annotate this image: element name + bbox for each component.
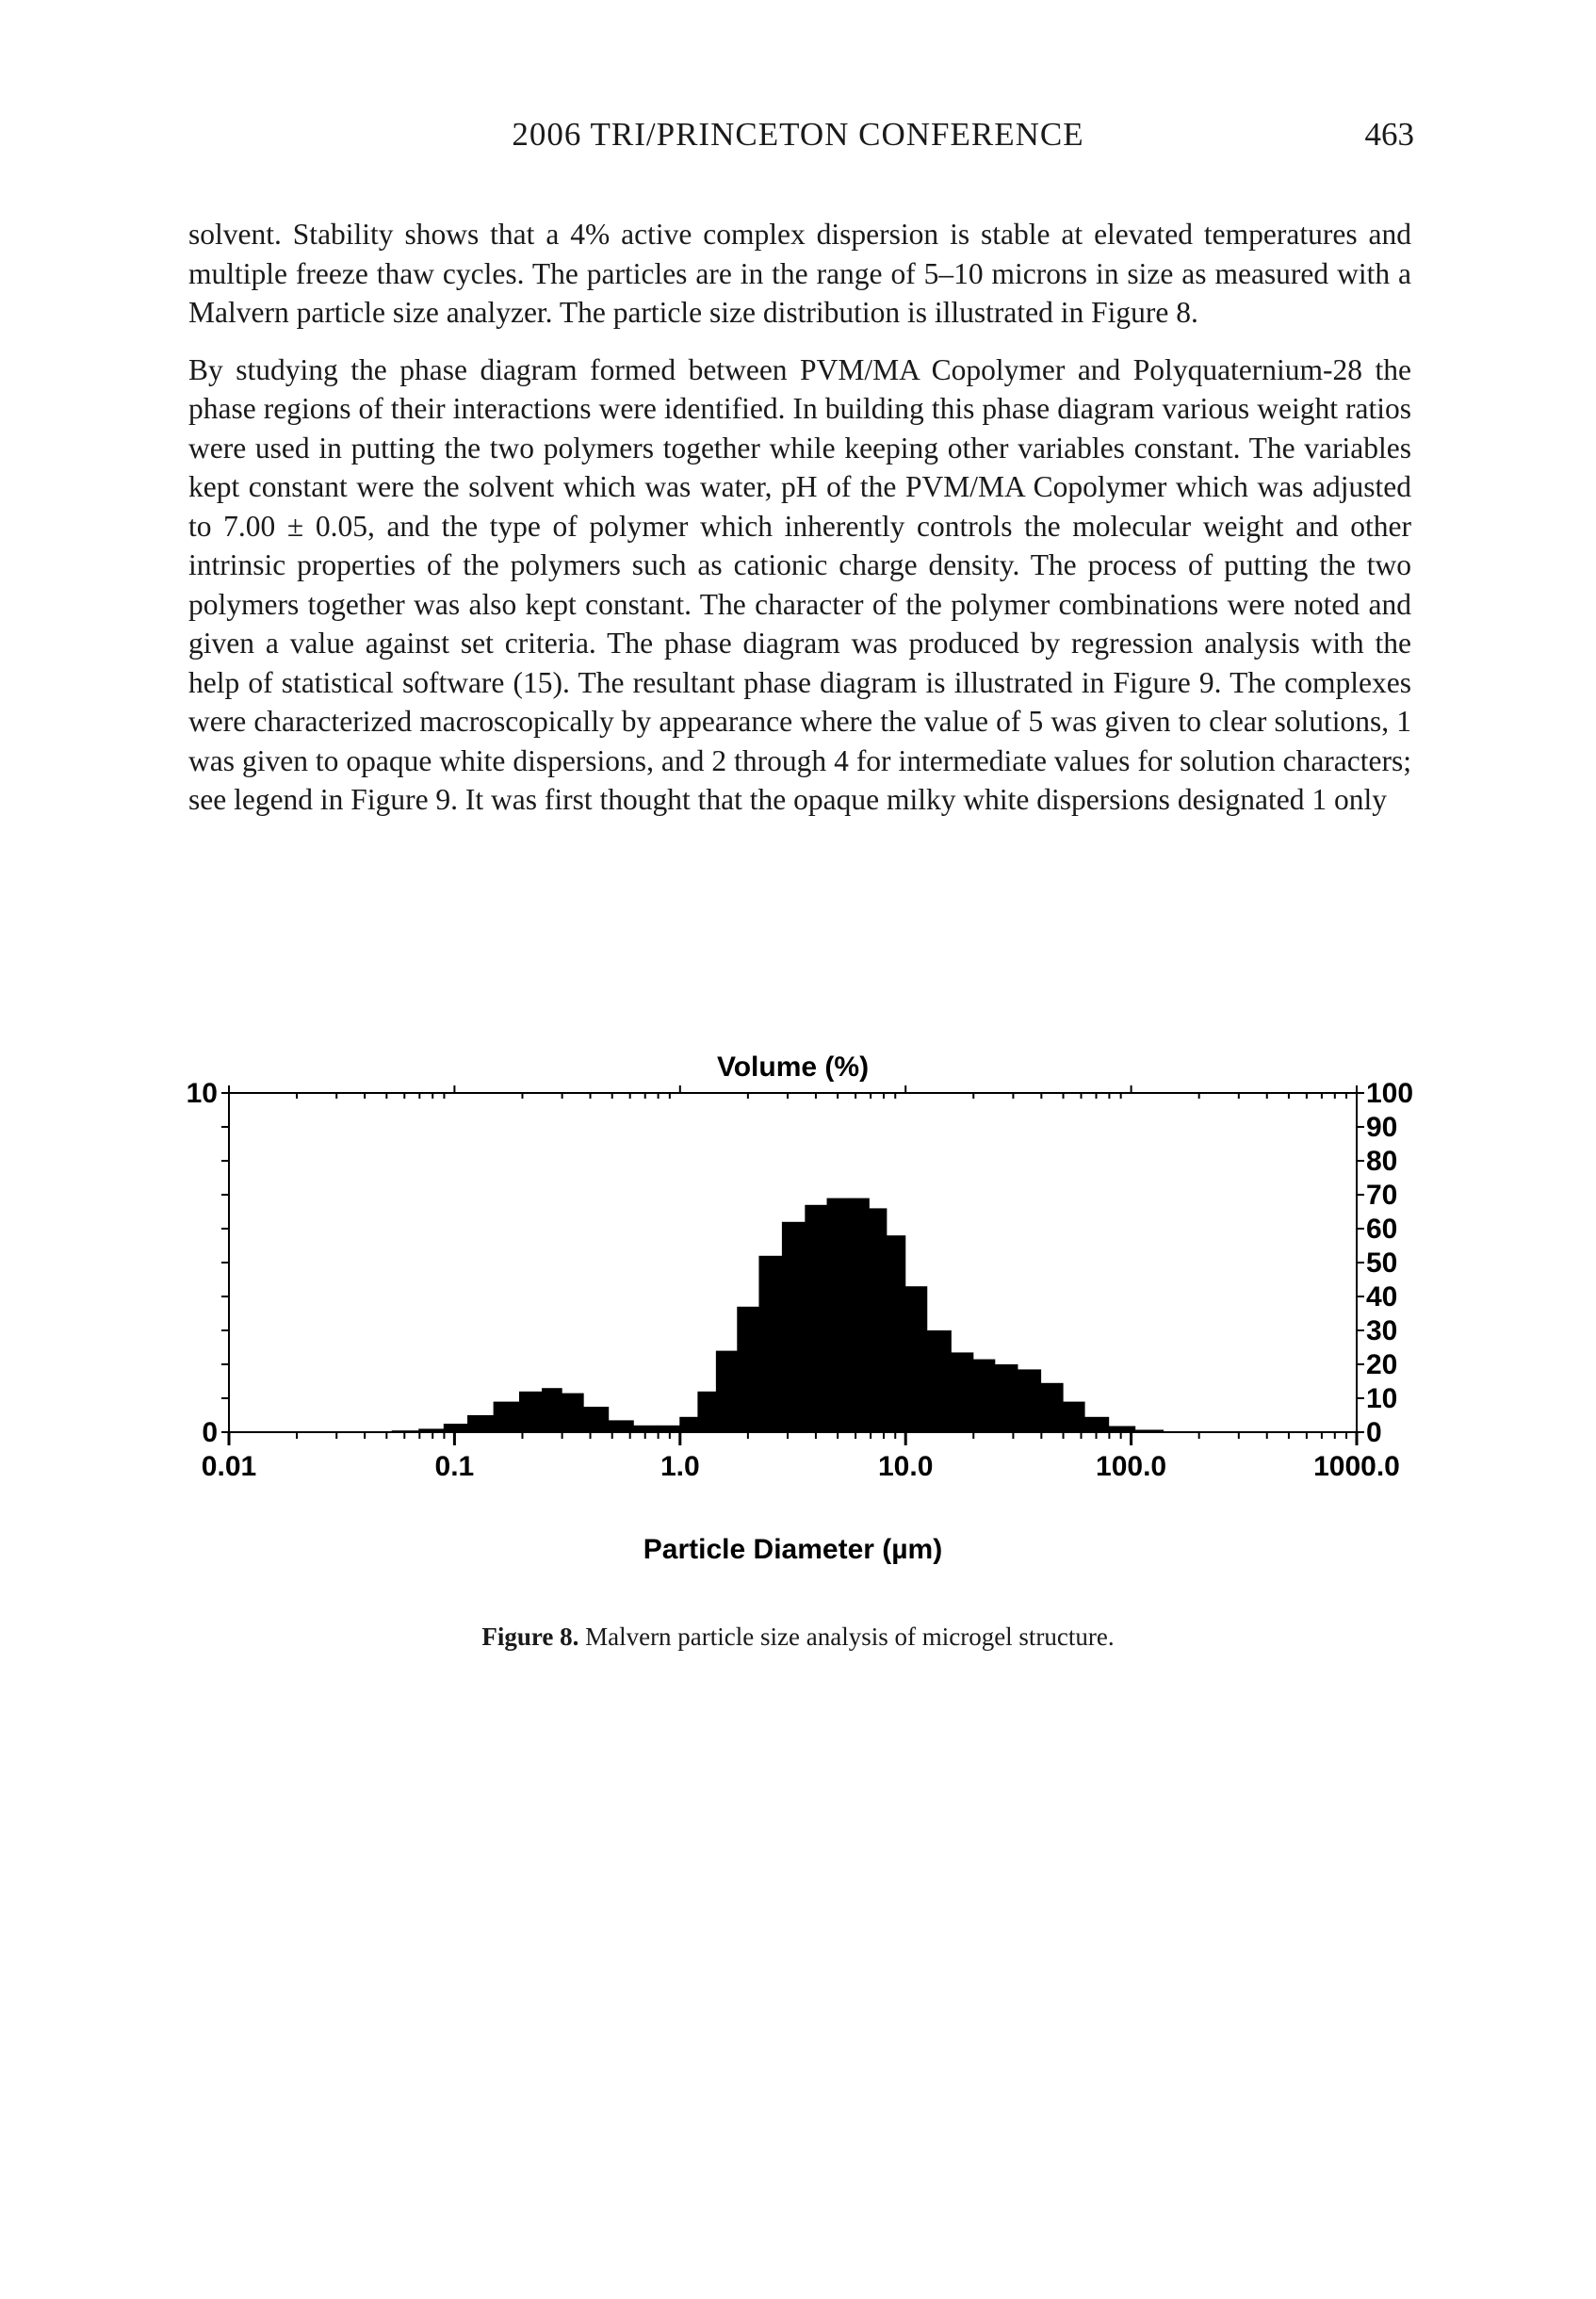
right-axis-tick-label: 50 bbox=[1366, 1247, 1398, 1279]
x-tick-label: 1000.0 bbox=[1313, 1451, 1400, 1482]
page-number: 463 bbox=[1364, 116, 1414, 153]
histogram-bar bbox=[805, 1205, 827, 1432]
right-axis-tick-label: 80 bbox=[1366, 1146, 1398, 1177]
histogram-bar bbox=[658, 1426, 680, 1432]
right-axis-tick-label: 90 bbox=[1366, 1112, 1398, 1143]
histogram-bar bbox=[519, 1392, 543, 1432]
histogram-bar bbox=[467, 1415, 494, 1432]
running-head: 2006 TRI/PRINCETON CONFERENCE bbox=[512, 116, 1084, 153]
histogram-bar bbox=[1084, 1417, 1109, 1432]
right-axis-tick-label: 10 bbox=[1366, 1383, 1398, 1414]
histogram-bar bbox=[494, 1402, 520, 1432]
histogram-bar bbox=[583, 1407, 609, 1432]
histogram-bar bbox=[609, 1420, 634, 1432]
histogram-bar bbox=[887, 1235, 906, 1432]
left-axis-tick-label: 0 bbox=[202, 1417, 218, 1448]
histogram-bar bbox=[849, 1198, 870, 1432]
histogram-bar bbox=[869, 1208, 887, 1432]
figure-caption bbox=[0, 1622, 1596, 1652]
histogram-bar bbox=[1041, 1383, 1064, 1432]
histogram-bar bbox=[697, 1392, 716, 1432]
histogram-bar bbox=[995, 1364, 1018, 1432]
histogram-bar bbox=[905, 1286, 928, 1432]
histogram-bar bbox=[716, 1351, 738, 1432]
histogram-bar bbox=[737, 1307, 759, 1432]
particle-size-chart bbox=[0, 989, 1596, 1649]
histogram-bar bbox=[444, 1424, 468, 1432]
histogram-bar bbox=[562, 1394, 584, 1432]
page-header bbox=[0, 116, 1596, 163]
histogram-bar bbox=[951, 1352, 973, 1432]
histogram-bar bbox=[679, 1417, 698, 1432]
histogram-bar bbox=[1063, 1402, 1085, 1432]
histogram-bar bbox=[827, 1198, 850, 1432]
histogram-bar bbox=[633, 1426, 658, 1432]
histogram-bar bbox=[927, 1330, 952, 1432]
x-tick-label: 1.0 bbox=[660, 1451, 700, 1482]
figure-8 bbox=[0, 989, 1596, 1649]
right-axis-tick-label: 20 bbox=[1366, 1349, 1398, 1380]
caption-label: Figure 8. bbox=[481, 1622, 579, 1651]
histogram-bar bbox=[782, 1222, 806, 1432]
body-text bbox=[188, 215, 1411, 838]
right-axis-tick-label: 40 bbox=[1366, 1281, 1398, 1313]
x-tick-label: 100.0 bbox=[1096, 1451, 1167, 1482]
paragraph-1: solvent. Stability shows that a 4% active complex dispersion is stable at elevated temperatures and multiple freeze thaw cycles. The particles are in the range of 5–10 microns in size as measured with a Malvern particle size analyzer. The particle size distribution is illustrated in Figure 8. bbox=[188, 218, 1411, 329]
caption-text: Malvern particle size analysis of microgel structure. bbox=[585, 1622, 1115, 1651]
right-axis-tick-label: 30 bbox=[1366, 1315, 1398, 1346]
x-tick-label: 0.1 bbox=[434, 1451, 475, 1482]
right-axis-tick-label: 0 bbox=[1366, 1417, 1382, 1448]
x-tick-label: 0.01 bbox=[201, 1451, 257, 1482]
histogram-bar bbox=[758, 1256, 782, 1432]
chart-title: Volume (%) bbox=[716, 1052, 870, 1083]
histogram-bar bbox=[973, 1360, 996, 1432]
right-axis-tick-label: 100 bbox=[1366, 1078, 1414, 1109]
x-tick-label: 10.0 bbox=[878, 1451, 934, 1482]
x-axis-label: Particle Diameter (µm) bbox=[643, 1534, 943, 1565]
right-axis-tick-label: 60 bbox=[1366, 1214, 1398, 1245]
histogram-bar bbox=[542, 1388, 562, 1432]
left-axis-tick-label: 10 bbox=[186, 1078, 218, 1109]
paragraph-2: By studying the phase diagram formed between PVM/MA Copolymer and Polyquaternium-28 the phase regions of their interactions were identified. In building this phase diagram various weight ratios were used in putting the two polymers together while keeping other variables constant. The variables kept constant were the solvent which was water, pH of the PVM/MA Copolymer which was adjusted to 7.00 ± 0.05, and the type of polymer which inherently controls the molecular weight and other intrinsic properties of the polymers such as cationic charge density. The process of putting the two polymers together was also kept constant. The character of the polymer combinations were noted and given a value against set criteria. The phase diagram was produced by regression analysis with the help of statistical software (15). The resultant phase diagram is illustrated in Figure 9. The complexes were characterized macroscopically by appearance where the value of 5 was given to clear solutions, 1 was given to opaque white dispersions, and 2 through 4 for intermediate values for solution characters; see legend in Figure 9. It was first thought that the opaque milky white dispersions designated 1 only bbox=[188, 352, 1411, 816]
right-axis-tick-label: 70 bbox=[1366, 1180, 1398, 1211]
histogram-bar bbox=[1018, 1369, 1041, 1432]
